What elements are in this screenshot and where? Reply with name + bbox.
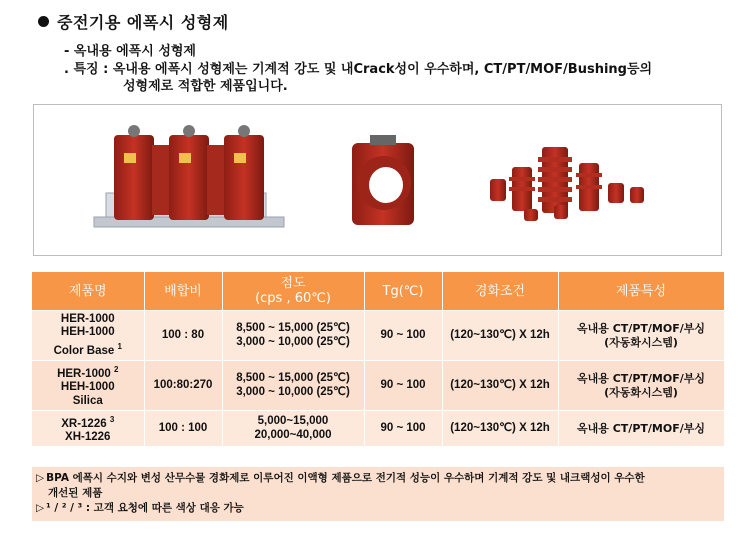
viscosity-cell: 8,500 ~ 15,000 (25℃) 3,000 ~ 10,000 (25℃) — [222, 361, 364, 411]
tg-cell: 90 ~ 100 — [364, 411, 442, 447]
note-box — [32, 467, 724, 521]
note-line-1: BPA 에폭시 수지와 변성 산무수물 경화제로 이루어진 이액형 제품으로 전기적 성능이 우수하며 기계적 강도 및 내크랙성이 우수한 — [46, 472, 645, 484]
spec-table — [32, 272, 725, 446]
intro-features — [64, 61, 724, 95]
ring-ct-image — [352, 135, 414, 225]
feature-cell: 옥내용 CT/PT/MOF/부싱 (자동화시스템) — [558, 311, 724, 361]
cure-cell: (120~130℃) X 12h — [442, 311, 558, 361]
ratio-cell: 100:80:270 — [144, 361, 222, 411]
transformer-image — [94, 125, 284, 227]
tg-cell: 90 ~ 100 — [364, 361, 442, 411]
header-product: 제품명 — [32, 272, 144, 311]
intro-line-3: 성형제로 적합한 제품입니다. — [123, 79, 288, 94]
table-row — [32, 311, 724, 361]
note-line-2: 개선된 제품 — [48, 487, 103, 499]
product-name-cell: HER-1000 HEH-1000 Color Base $^1$ — [32, 311, 144, 361]
feature-cell: 옥내용 CT/PT/MOF/부싱 — [558, 411, 724, 447]
cure-cell: (120~130℃) X 12h — [442, 361, 558, 411]
triangle-bullet-icon: ▷ — [36, 472, 45, 484]
bushing-insulators-image — [490, 147, 644, 221]
ratio-cell: 100 : 80 — [144, 311, 222, 361]
intro-line-1: - 옥내용 에폭시 성형제 — [64, 44, 196, 59]
header-cure: 경화조건 — [442, 272, 558, 311]
header-ratio: 배합비 — [144, 272, 222, 311]
viscosity-cell: 8,500 ~ 15,000 (25℃) 3,000 ~ 10,000 (25℃) — [222, 311, 364, 361]
ratio-cell: 100 : 100 — [144, 411, 222, 447]
tg-cell: 90 ~ 100 — [364, 311, 442, 361]
table-header-row — [32, 272, 724, 311]
table-row — [32, 361, 724, 411]
triangle-bullet-icon: ▷ — [36, 502, 45, 514]
cure-cell: (120~130℃) X 12h — [442, 411, 558, 447]
table-row — [32, 411, 724, 447]
product-photos — [33, 104, 722, 256]
viscosity-cell: 5,000~15,000 20,000~40,000 — [222, 411, 364, 447]
product-name-cell: HER-1000 $^2$ HEH-1000 Silica — [32, 361, 144, 411]
bullet-icon — [38, 16, 49, 27]
header-tg: Tg(℃) — [364, 272, 442, 311]
product-photos-image — [34, 105, 721, 255]
header-feature: 제품특성 — [558, 272, 724, 311]
note-line-3: ¹ / ² / ³ : 고객 요청에 따른 색상 대응 가능 — [46, 502, 244, 514]
header-viscosity: 점도 (cps , 60℃) — [222, 272, 364, 311]
feature-cell: 옥내용 CT/PT/MOF/부싱 (자동화시스템) — [558, 361, 724, 411]
section-title: 중전기용 에폭시 성형제 — [38, 10, 229, 33]
intro-line-2: . 특징 : 옥내용 에폭시 성형제는 기계적 강도 및 내Crack성이 우수하며, CT/PT/MOF/Bushing등의 — [64, 62, 653, 77]
product-name-cell: XR-1226 $^3$ XH-1226 — [32, 411, 144, 447]
